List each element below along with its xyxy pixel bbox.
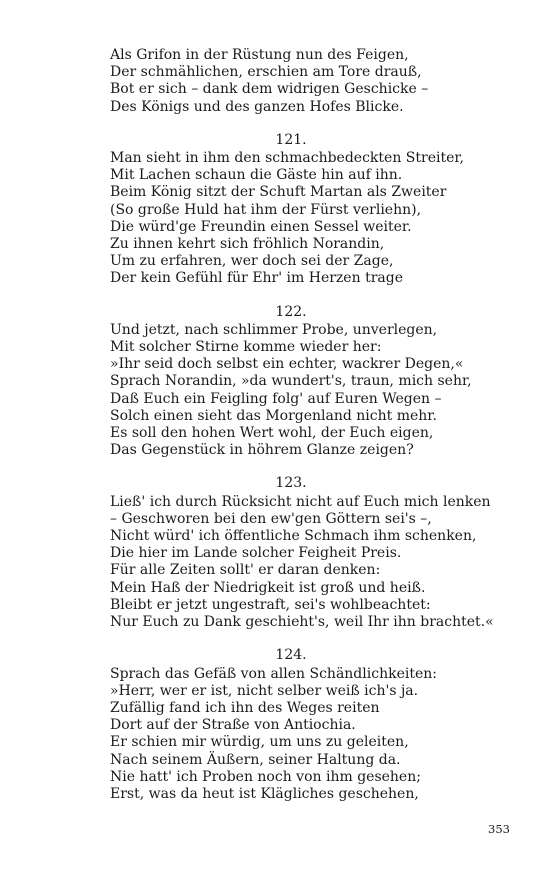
verse-line: Bot er sich – dank dem widrigen Geschicke – xyxy=(110,81,429,98)
verse-line: Des Königs und des ganzen Hofes Blicke. xyxy=(110,98,404,115)
verse-line: Der schmählichen, erschien am Tore drauß, xyxy=(110,64,422,81)
stanza xyxy=(110,132,500,288)
stanza xyxy=(110,47,500,116)
verse-line: Der kein Gefühl für Ehr' im Herzen trage xyxy=(110,270,403,287)
verse-line: Es soll den hohen Wert wohl, der Euch eigen, xyxy=(110,425,434,442)
verse-line: Nicht würd' ich öffentliche Schmach ihm schenken, xyxy=(110,528,477,545)
stanza xyxy=(110,475,500,631)
verse-line: – Geschworen bei den ew'gen Göttern sei's –, xyxy=(110,510,432,527)
verse-line: Als Grifon in der Rüstung nun des Feigen, xyxy=(110,47,409,63)
verse-line: »Herr, wer er ist, nicht selber weiß ich's ja. xyxy=(110,682,419,699)
verse-line: Bleibt er jetzt ungestraft, sei's wohlbeachtet: xyxy=(110,596,431,613)
verse-line: Für alle Zeiten sollt' er daran denken: xyxy=(110,562,381,579)
stanza-number: 122. xyxy=(275,303,307,320)
verse-line: Mit Lachen schaun die Gäste hin auf ihn. xyxy=(110,167,403,184)
verse-line: Mein Haß der Niedrigkeit ist groß und heiß. xyxy=(110,579,426,596)
verse-line: Um zu erfahren, wer doch sei der Zage, xyxy=(110,253,394,270)
verse-line: Dort auf der Straße von Antiochia. xyxy=(110,717,356,734)
stanza xyxy=(110,304,500,460)
verse-line: Solch einen sieht das Morgenland nicht mehr. xyxy=(110,407,437,424)
verse-line: Nie hatt' ich Proben noch von ihm gesehen; xyxy=(110,768,421,785)
verse-line: Sprach das Gefäß von allen Schändlichkeiten: xyxy=(110,665,437,682)
verse-line: Und jetzt, nach schlimmer Probe, unverlegen, xyxy=(110,321,438,338)
verse-line: Sprach Norandin, »da wundert's, traun, mich sehr, xyxy=(110,373,472,390)
verse-line: Die würd'ge Freundin einen Sessel weiter. xyxy=(110,218,412,235)
stanza-number: 123. xyxy=(275,475,307,492)
verse-line: Die hier im Lande solcher Feigheit Preis. xyxy=(110,545,402,562)
page-number: 353 xyxy=(488,822,510,836)
verse-line: (So große Huld hat ihm der Fürst verliehn), xyxy=(110,201,422,218)
verse-line: Erst, was da heut ist Klägliches geschehen, xyxy=(110,785,419,802)
stanza-number: 121. xyxy=(275,131,307,148)
verse-line: Das Gegenstück in höhrem Glanze zeigen? xyxy=(110,442,414,459)
stanza xyxy=(110,647,500,803)
verse-line: Ließ' ich durch Rücksicht nicht auf Euch mich lenken xyxy=(110,493,491,510)
poem-text xyxy=(110,47,500,819)
verse-line: Nur Euch zu Dank geschieht's, weil Ihr ihn brachtet.« xyxy=(110,614,494,631)
verse-line: Zu ihnen kehrt sich fröhlich Norandin, xyxy=(110,236,385,253)
stanza-number: 124. xyxy=(275,647,307,664)
verse-line: Zufällig fand ich ihn des Weges reiten xyxy=(110,699,380,716)
verse-line: Daß Euch ein Feigling folg' auf Euren Wegen – xyxy=(110,390,442,407)
verse-line: »Ihr seid doch selbst ein echter, wackrer Degen,« xyxy=(110,356,464,373)
verse-line: Nach seinem Äußern, seiner Haltung da. xyxy=(110,751,401,768)
verse-line: Man sieht in ihm den schmachbedeckten Streiter, xyxy=(110,150,464,167)
verse-line: Beim König sitzt der Schuft Martan als Zweiter xyxy=(110,184,447,201)
verse-line: Mit solcher Stirne komme wieder her: xyxy=(110,339,382,356)
verse-line: Er schien mir würdig, um uns zu geleiten, xyxy=(110,734,409,751)
